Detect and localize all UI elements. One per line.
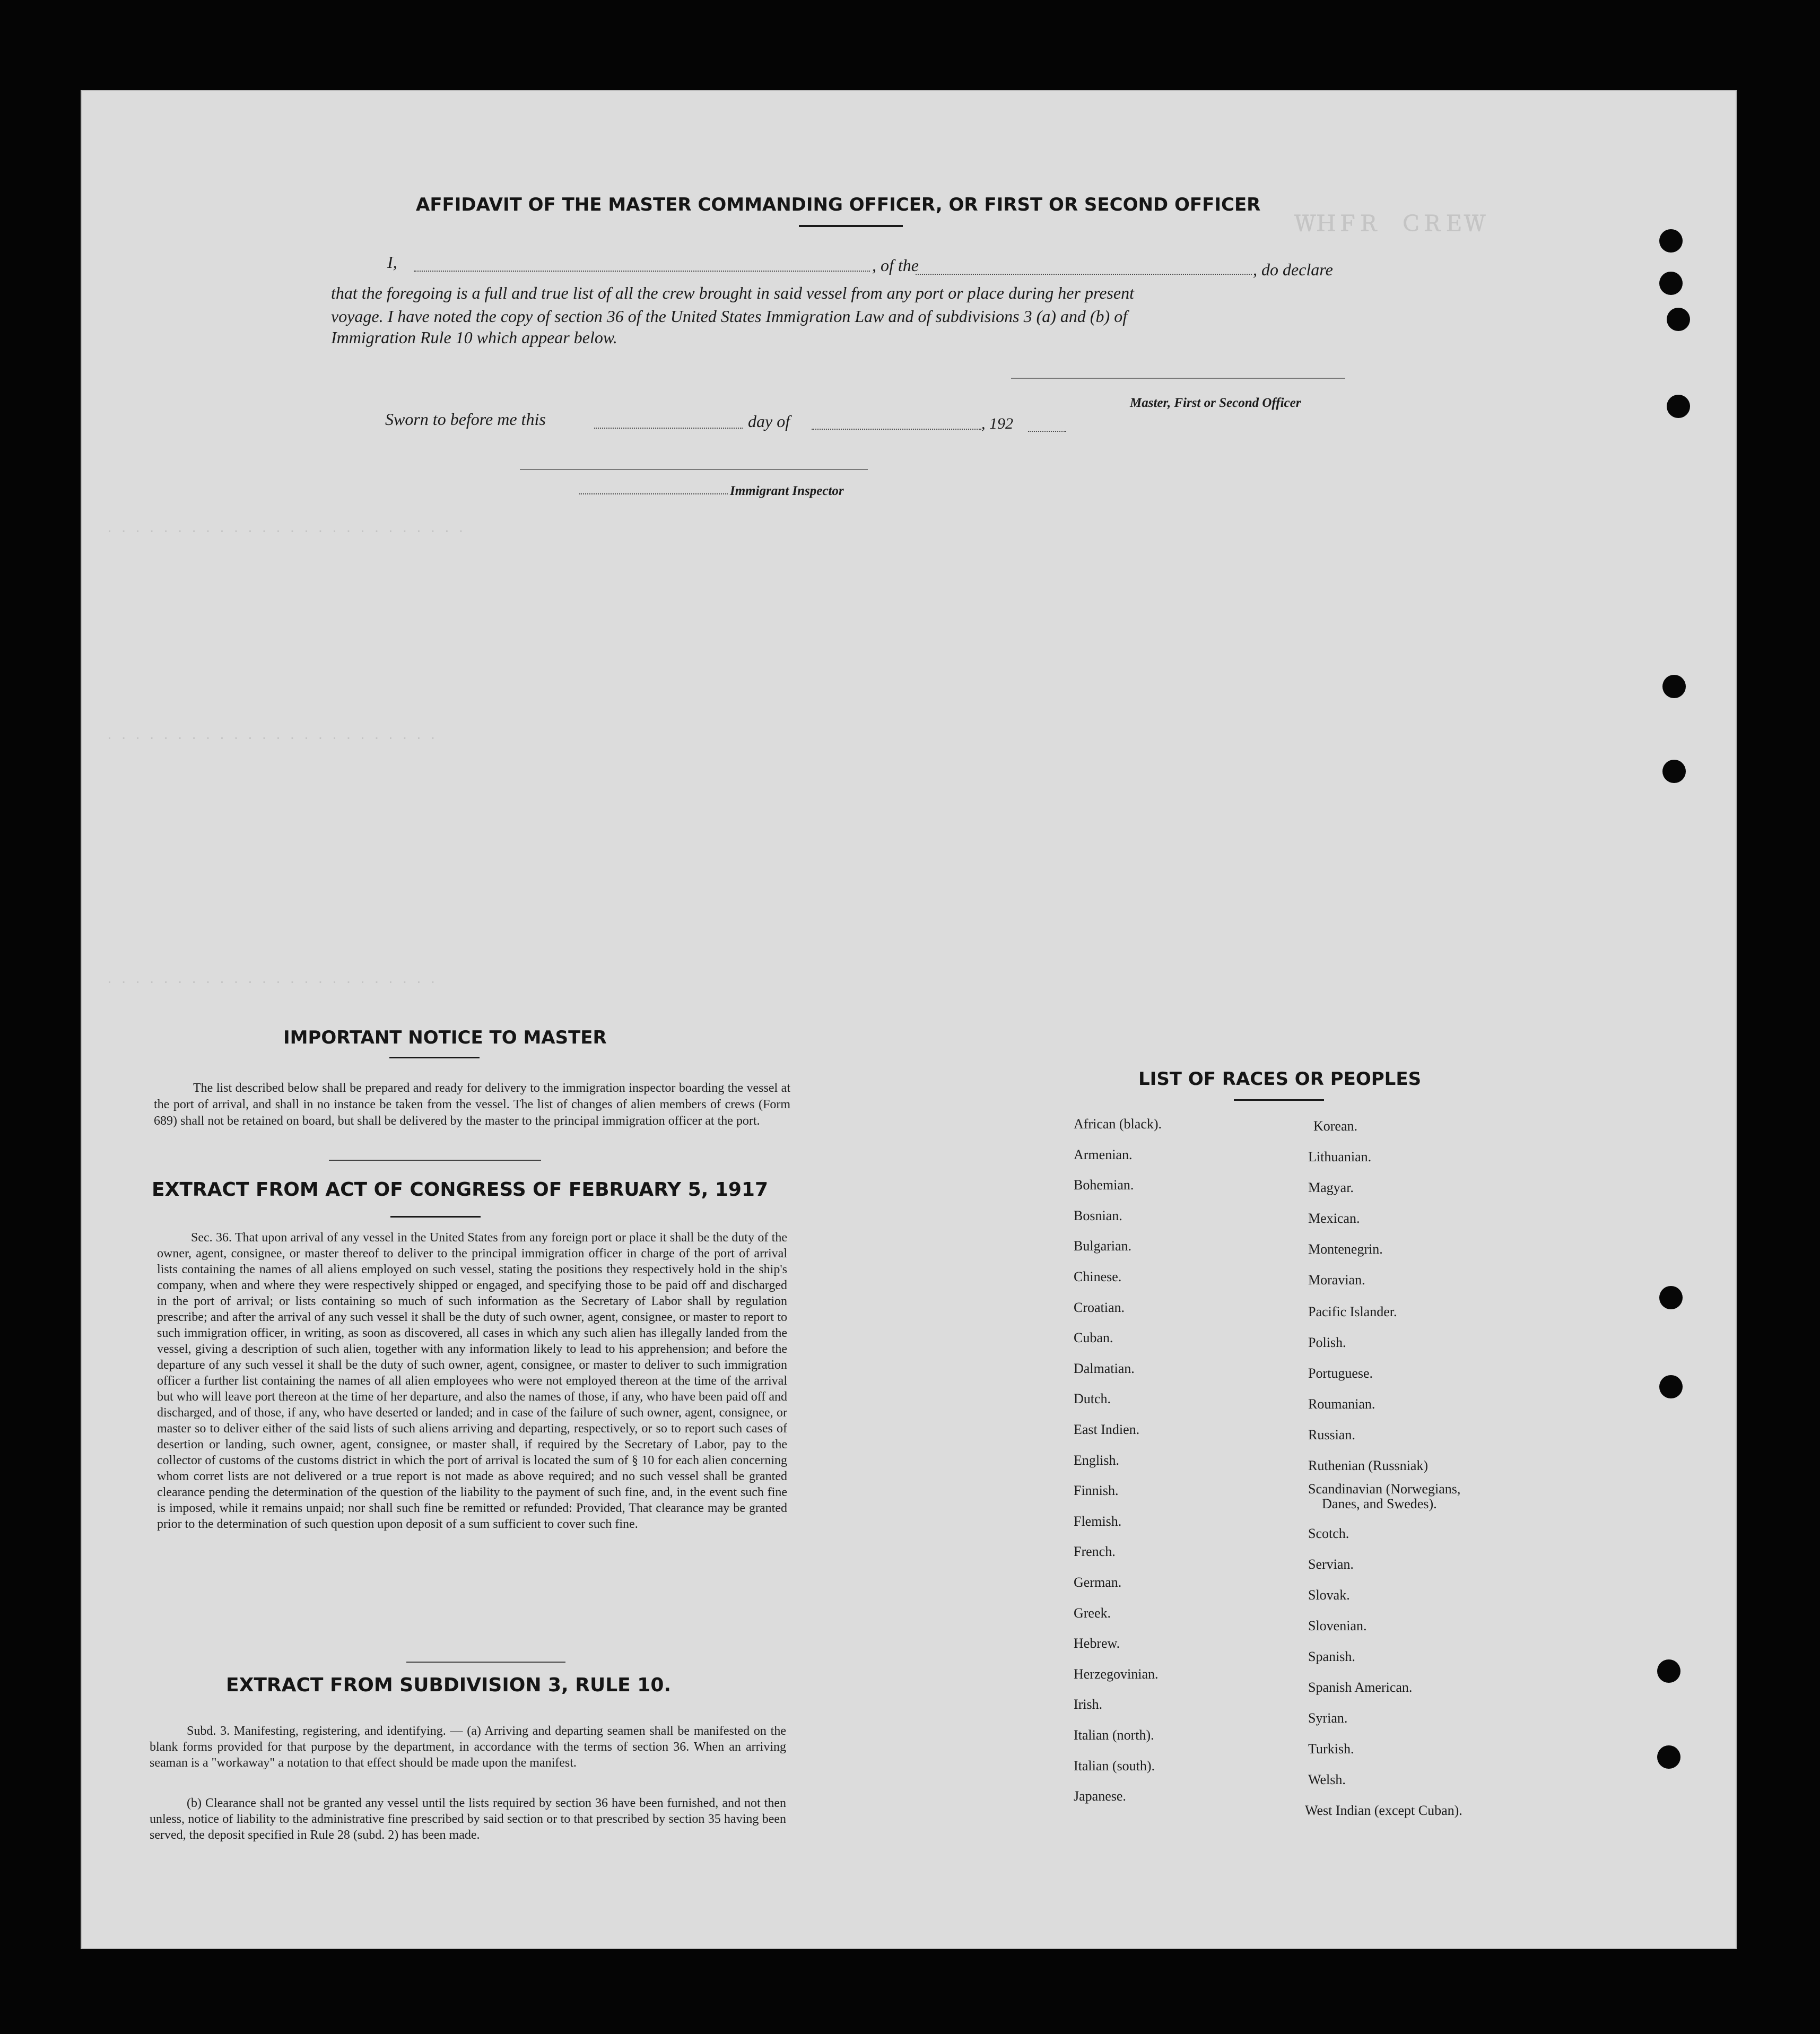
binder-hole [1659,1286,1683,1309]
affidavit-do-declare: , do declare [1253,260,1333,279]
sworn-day-field[interactable] [594,428,743,429]
race-item: Cuban. [1074,1330,1113,1346]
race-item: Irish. [1074,1697,1103,1713]
race-item: Hebrew. [1074,1636,1120,1651]
race-item: Bulgarian. [1074,1238,1132,1254]
vessel-name-field[interactable] [916,274,1252,275]
race-item: Italian (south). [1074,1758,1155,1774]
race-item: Mexican. [1308,1211,1360,1226]
binder-hole [1659,272,1683,295]
binder-hole [1667,308,1690,331]
master-name-field[interactable] [414,271,870,272]
section-divider [329,1160,541,1161]
inspector-signature-field[interactable] [520,469,868,470]
master-signature-label: Master, First or Second Officer [1130,396,1301,410]
race-item: Polish. [1308,1335,1346,1350]
sworn-year-label: , 192 [981,415,1013,432]
binder-hole [1657,1745,1680,1769]
race-item: Roumanian. [1308,1396,1375,1412]
race-item: Russian. [1308,1427,1355,1442]
affidavit-title: AFFIDAVIT OF THE MASTER COMMANDING OFFICER, OR FIRST OR SECOND OFFICER [416,194,1261,215]
race-item: West Indian (except Cuban). [1305,1803,1462,1818]
extract-rule-title: EXTRACT FROM SUBDIVISION 3, RULE 10. [226,1674,672,1696]
race-item: Servian. [1308,1557,1354,1572]
sworn-label: Sworn to before me this [385,410,546,429]
race-item: Chinese. [1074,1269,1122,1284]
race-item: Herzegovinian. [1074,1666,1159,1682]
affidavit-line-4: Immigration Rule 10 which appear below. [331,328,617,347]
document-sheet [81,90,1737,1949]
binder-hole [1659,1375,1683,1398]
inspector-signature-field-2 [579,493,728,494]
race-item: Portuguese. [1308,1366,1373,1381]
affidavit-line-3: voyage. I have noted the copy of section 36 of the United States Immigration Law and of subdivisions 3 (a) and (b) of [331,307,1128,326]
race-item: Welsh. [1308,1772,1346,1787]
affidavit-title-rule [799,225,903,227]
sworn-month-field[interactable] [812,429,981,430]
race-item: Japanese. [1074,1788,1126,1804]
race-item: Montenegrin. [1308,1241,1383,1257]
race-item: Dalmatian. [1074,1360,1135,1376]
race-item: East Indien. [1074,1422,1140,1437]
races-title-rule [1234,1099,1324,1101]
master-signature-field[interactable] [1011,378,1345,379]
race-item: German. [1074,1575,1122,1590]
race-item: Turkish. [1308,1741,1354,1757]
race-item: English. [1074,1452,1119,1468]
race-item: African (black). [1074,1116,1162,1132]
race-item: Slovenian. [1308,1618,1367,1633]
race-item: Greek. [1074,1605,1111,1621]
race-item: Bohemian. [1074,1177,1134,1193]
extract-rule-subd-b: (b) Clearance shall not be granted any vessel until the lists required by section 36 have been furnished, and not then unless, notice of liability to the administrative fine prescribed by said section or to that prescribed by section 35 having been served, the deposit specified in Rule 28 (subd. 2) has been made. [150,1796,786,1842]
affidavit-i-label: I, [387,253,397,272]
binder-hole [1662,760,1686,783]
race-item: Moravian. [1308,1272,1365,1288]
race-item: Pacific Islander. [1308,1304,1397,1319]
extract-act-title: EXTRACT FROM ACT OF CONGRESS OF FEBRUARY 5, 1917 [152,1179,769,1201]
binder-hole [1657,1659,1680,1683]
race-item: Finnish. [1074,1483,1119,1499]
race-item: Syrian. [1308,1710,1348,1726]
race-item: Flemish. [1074,1513,1122,1529]
race-item: Spanish. [1308,1649,1355,1664]
race-item: Dutch. [1074,1391,1111,1407]
race-item: Danes, and Swedes). [1322,1496,1437,1511]
race-item: Magyar. [1308,1180,1354,1195]
extract-act-body: Sec. 36. That upon arrival of any vessel in the United States from any foreign port or place it shall be the duty of the owner, agent, consignee, or master thereof to deliver to the principal immigration officer in charge of the port of arrival lists containing the names of all aliens employed on such vessel, stating the positions they respectively hold in the ship's company, when and where they were respectively shipped or engaged, and specifying those to be paid off and discharged in the port of arrival; or lists containing so much of such information as the Secretary of Labor shall by regulation prescribe; and after the arrival of any such vessel it shall be the duty of such owner, agent, consignee, or master to report to such immigration officer, in writing, as soon as discovered, all cases in which any such alien has illegally landed from the vessel, giving a description of such alien, together with any information likely to lead to his apprehension; and before the departure of any such vessel it shall be the duty of such owner, agent, consignee, or master to deliver to such immigration officer a further list containing the names of all alien employees who were not employed thereon at the time of the arrival but who will leave port thereon at the time of her departure, and also the names of those, if any, who have been paid off and discharged, and of those, if any, who have deserted or landed; and in case of the failure of such owner, agent, consignee, or master so to deliver either of the said lists of such aliens arriving and departing, respectively, or so to report such cases of desertion or landing, such owner, agent, consignee, or master shall, if required by the Secretary of Labor, pay to the collector of customs of the customs district in which the port of arrival is located the sum of § 10 for each alien concerning whom corret lists are not delivered or a true report is not made as above required; and no such vessel shall be granted clearance pending the determination of the question of the liability to the payment of such fine, and, in the event such fine is imposed, while it remains unpaid; nor shall such fine be remitted or refunded: Provided, That clearance may be granted prior to the determination of such question upon deposit of a sum sufficient to cover such fine. [157,1231,787,1531]
race-item: Scotch. [1308,1526,1349,1541]
race-item: Slovak. [1308,1587,1350,1603]
binder-hole [1659,229,1683,253]
affidavit-of-the: , of the [872,256,919,275]
race-item: Ruthenian (Russniak) [1308,1458,1429,1473]
extract-act-title-rule [390,1216,481,1218]
affidavit-line-2: that the foregoing is a full and true list of all the crew brought in said vessel from any port or place during her present [331,283,1134,302]
binder-hole [1667,395,1690,418]
notice-title-rule [389,1057,480,1058]
notice-body: The list described below shall be prepared and ready for delivery to the immigration inspector boarding the vessel at the port of arrival, and shall in no instance be taken from the vessel. The list of changes of alien members of crews (Form 689) shall not be retained on board, but shall be delivered by the master to the principal immigration officer at the port. [154,1081,790,1128]
race-item: French. [1074,1544,1116,1560]
binder-hole [1662,675,1686,698]
inspector-label: Immigrant Inspector [730,484,844,498]
sworn-year-field[interactable] [1028,431,1066,432]
race-item: Korean. [1313,1118,1358,1134]
sworn-day-of-label: day of [748,412,790,431]
race-item: Armenian. [1074,1146,1133,1162]
race-item: Bosnian. [1074,1207,1122,1223]
race-item: Lithuanian. [1308,1149,1372,1164]
race-item: Scandinavian (Norwegians, [1308,1481,1461,1497]
race-item: Italian (north). [1074,1727,1154,1743]
races-title: LIST OF RACES OR PEOPLES [1138,1068,1422,1090]
notice-title: IMPORTANT NOTICE TO MASTER [283,1027,607,1048]
section-divider [406,1662,565,1663]
race-item: Croatian. [1074,1299,1125,1315]
extract-rule-subd-a: Subd. 3. Manifesting, registering, and identifying. — (a) Arriving and departing seamen shall be manifested on the blank forms provided for that purpose by the department, in accordance with the terms of section 36. When an arriving seaman is a "workaway" a notation to that effect should be made upon the manifest. [150,1724,786,1770]
race-item: Spanish American. [1308,1680,1413,1695]
